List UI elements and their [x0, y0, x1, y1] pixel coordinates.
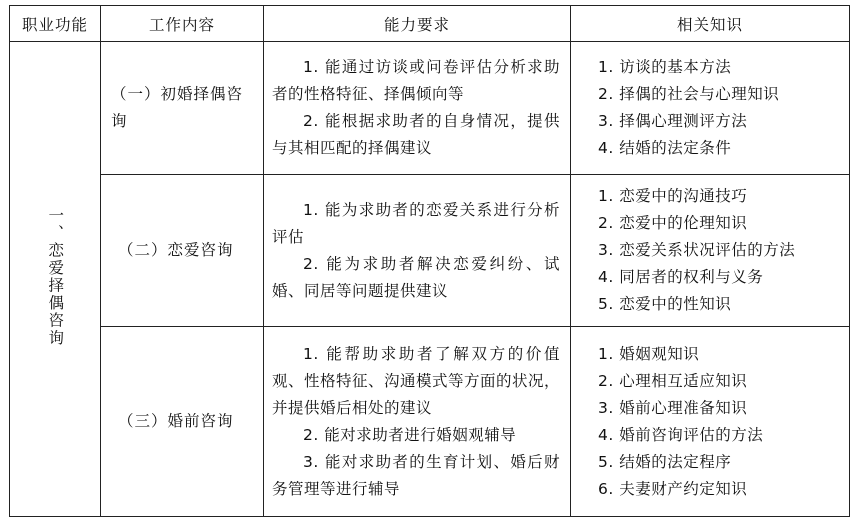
- knowledge-cell: [571, 42, 850, 175]
- knowledge-item: 2. 心理相互适应知识: [598, 371, 748, 390]
- ability-item: 1. 能帮助求助者了解双方的价值观、性格特征、沟通模式等方面的状况，并提供婚后相处的建议: [272, 344, 561, 417]
- knowledge-item: 6. 夫妻财产约定知识: [598, 479, 748, 498]
- knowledge-item: 4. 婚前咨询评估的方法: [598, 425, 764, 444]
- ability-item: 1. 能通过访谈或问卷评估分析求助者的性格特征、择偶倾向等: [272, 58, 560, 103]
- knowledge-item: 1. 恋爱中的沟通技巧: [598, 187, 748, 205]
- task-label: （二）恋爱咨询: [118, 241, 234, 259]
- knowledge-item: 1. 访谈的基本方法: [598, 58, 732, 76]
- table-row: [10, 327, 850, 517]
- ability-item: 3. 能对求助者的生育计划、婚后财务管理等进行辅导: [272, 452, 560, 498]
- task-cell: [101, 175, 264, 327]
- knowledge-cell: [571, 327, 850, 517]
- ability-item: 1. 能为求助者的恋爱关系进行分析评估: [272, 200, 560, 246]
- knowledge-item: 3. 恋爱关系状况评估的方法: [598, 241, 796, 259]
- header-knowledge: 相关知识: [571, 6, 850, 42]
- knowledge-item: 5. 恋爱中的性知识: [598, 295, 732, 313]
- header-ability: 能力要求: [264, 6, 571, 42]
- function-cell: [10, 42, 101, 517]
- ability-cell: [264, 42, 571, 175]
- knowledge-item: 2. 恋爱中的伦理知识: [598, 214, 748, 232]
- knowledge-item: 4. 同居者的权利与义务: [598, 268, 764, 286]
- header-task: 工作内容: [101, 6, 264, 42]
- knowledge-item: 3. 婚前心理准备知识: [598, 398, 748, 417]
- task-label: （三）婚前咨询: [118, 412, 234, 430]
- ability-cell: [264, 327, 571, 517]
- knowledge-item: 5. 结婚的法定程序: [598, 452, 732, 471]
- function-label: 一、恋爱择偶咨询: [46, 207, 65, 347]
- header-row: [10, 6, 850, 42]
- table-row: [10, 175, 850, 327]
- ability-item: 2. 能根据求助者的自身情况，提供与其相匹配的择偶建议: [272, 112, 560, 157]
- task-cell: [101, 327, 264, 517]
- knowledge-item: 4. 结婚的法定条件: [598, 139, 732, 157]
- task-cell: [101, 42, 264, 175]
- ability-cell: [264, 175, 571, 327]
- table-row: [10, 42, 850, 175]
- knowledge-item: 3. 择偶心理测评方法: [598, 112, 748, 130]
- knowledge-item: 2. 择偶的社会与心理知识: [598, 85, 780, 103]
- task-label: （一）初婚择偶咨询: [111, 85, 244, 130]
- header-function: 职业功能: [10, 6, 101, 42]
- ability-item: 2. 能对求助者进行婚姻观辅导: [303, 425, 517, 444]
- ability-item: 2. 能为求助者解决恋爱纠纷、试婚、同居等问题提供建议: [272, 254, 560, 300]
- knowledge-item: 1. 婚姻观知识: [598, 344, 700, 363]
- occupation-table: [9, 5, 850, 517]
- knowledge-cell: [571, 175, 850, 327]
